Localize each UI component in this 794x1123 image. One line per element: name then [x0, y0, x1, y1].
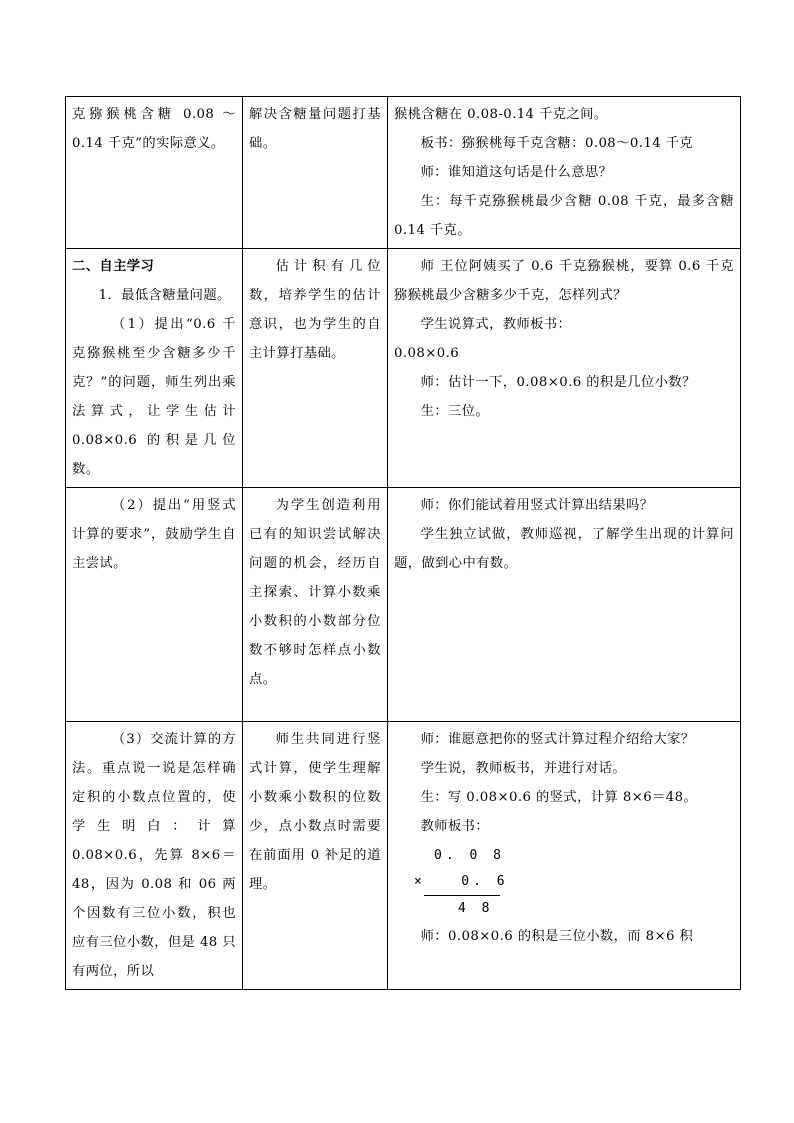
intent-cell [243, 488, 388, 722]
table-row [66, 97, 741, 249]
process-line: 学生独立试做，教师巡视，了解学生出现的计算问题，做到心中有数。 [394, 527, 734, 571]
goal-text: （2）提出“用竖式计算的要求”，鼓励学生自主尝试。 [72, 498, 236, 571]
vertical-calculation [414, 843, 509, 922]
table-row [66, 249, 741, 488]
process-line: 教师板书： [420, 819, 490, 834]
process-line: 生：三位。 [420, 404, 490, 419]
process-line: 学生说算式，教师板书： [420, 317, 572, 332]
process-line: 师：谁知道这句话是什么意思？ [420, 165, 613, 180]
goal-text: （1）提出“0.6 千克猕猴桃至少含糖多少千克？”的问题，师生列出乘法算式，让学生估计 0.08×0.6 的积是几位数。 [72, 317, 236, 477]
goal-text: 克猕猴桃含糖 0.08 ～ 0.14 千克”的实际意义。 [72, 107, 236, 151]
process-line: 生：写 0.08×0.6 的竖式，计算 8×6＝48。 [420, 790, 698, 805]
intent-cell [243, 97, 388, 249]
goal-cell [66, 249, 243, 488]
section-heading: 二、自主学习 [72, 259, 155, 274]
intent-text: 师生共同进行竖式计算，使学生理解小数乘小数积的位数少，点小数点时需要在前面用 0 补足的道理。 [249, 732, 381, 892]
process-line: 师 王位阿姨买了 0.6 千克猕猴桃，要算 0.6 千克猕猴桃最少含糖多少千克，怎样列式？ [394, 259, 734, 303]
process-line: 师：你们能试着用竖式计算出结果吗？ [420, 498, 654, 513]
process-line: 学生说，教师板书，并进行对话。 [420, 761, 627, 776]
process-line: 板书：猕猴桃每千克含糖：0.08～0.14 千克 [420, 136, 694, 151]
process-cell [388, 97, 741, 249]
goal-text: （3）交流计算的方法。重点说一说是怎样确定积的小数点位置的，使学生明白：计算 0.08×0.6，先算 8×6＝48，因为 0.08 和 06 两个因数有三位小数，积也应有三位小数，但是 48 只有两位，所以 [72, 732, 236, 979]
process-cell [388, 722, 741, 990]
process-line: 师：0.08×0.6 的积是三位小数，而 8×6 积 [420, 929, 694, 944]
table-row [66, 722, 741, 990]
table-row [66, 488, 741, 722]
lesson-plan-table [65, 96, 741, 990]
goal-cell [66, 722, 243, 990]
calc-result: 4 8 [458, 901, 494, 916]
intent-text: 为学生创造利用已有的知识尝试解决问题的机会，经历自主探索、计算小数乘小数积的小数部分位数不够时怎样点小数点。 [249, 498, 381, 687]
intent-cell [243, 249, 388, 488]
process-line: 0.08×0.6 [394, 346, 460, 361]
goal-text: 1．最低含糖量问题。 [98, 288, 231, 303]
process-line: 生：每千克猕猴桃最少含糖 0.08 千克，最多含糖 0.14 千克。 [394, 194, 734, 238]
calc-multiplicand: 0. 0 8 [434, 848, 505, 863]
intent-cell [243, 722, 388, 990]
process-cell [388, 249, 741, 488]
intent-text: 解决含糖量问题打基础。 [249, 107, 381, 151]
intent-text: 估计积有几位数，培养学生的估计意识，也为学生的自主计算打基础。 [249, 259, 381, 361]
goal-cell [66, 488, 243, 722]
process-cell [388, 488, 741, 722]
process-line: 猴桃含糖在 0.08-0.14 千克之间。 [394, 107, 608, 122]
process-line: 师：谁愿意把你的竖式计算过程介绍给大家？ [420, 732, 695, 747]
process-line: 师：估计一下，0.08×0.6 的积是几位小数？ [420, 375, 696, 390]
calc-multiplier: × 0. 6 [414, 874, 509, 889]
goal-cell [66, 97, 243, 249]
